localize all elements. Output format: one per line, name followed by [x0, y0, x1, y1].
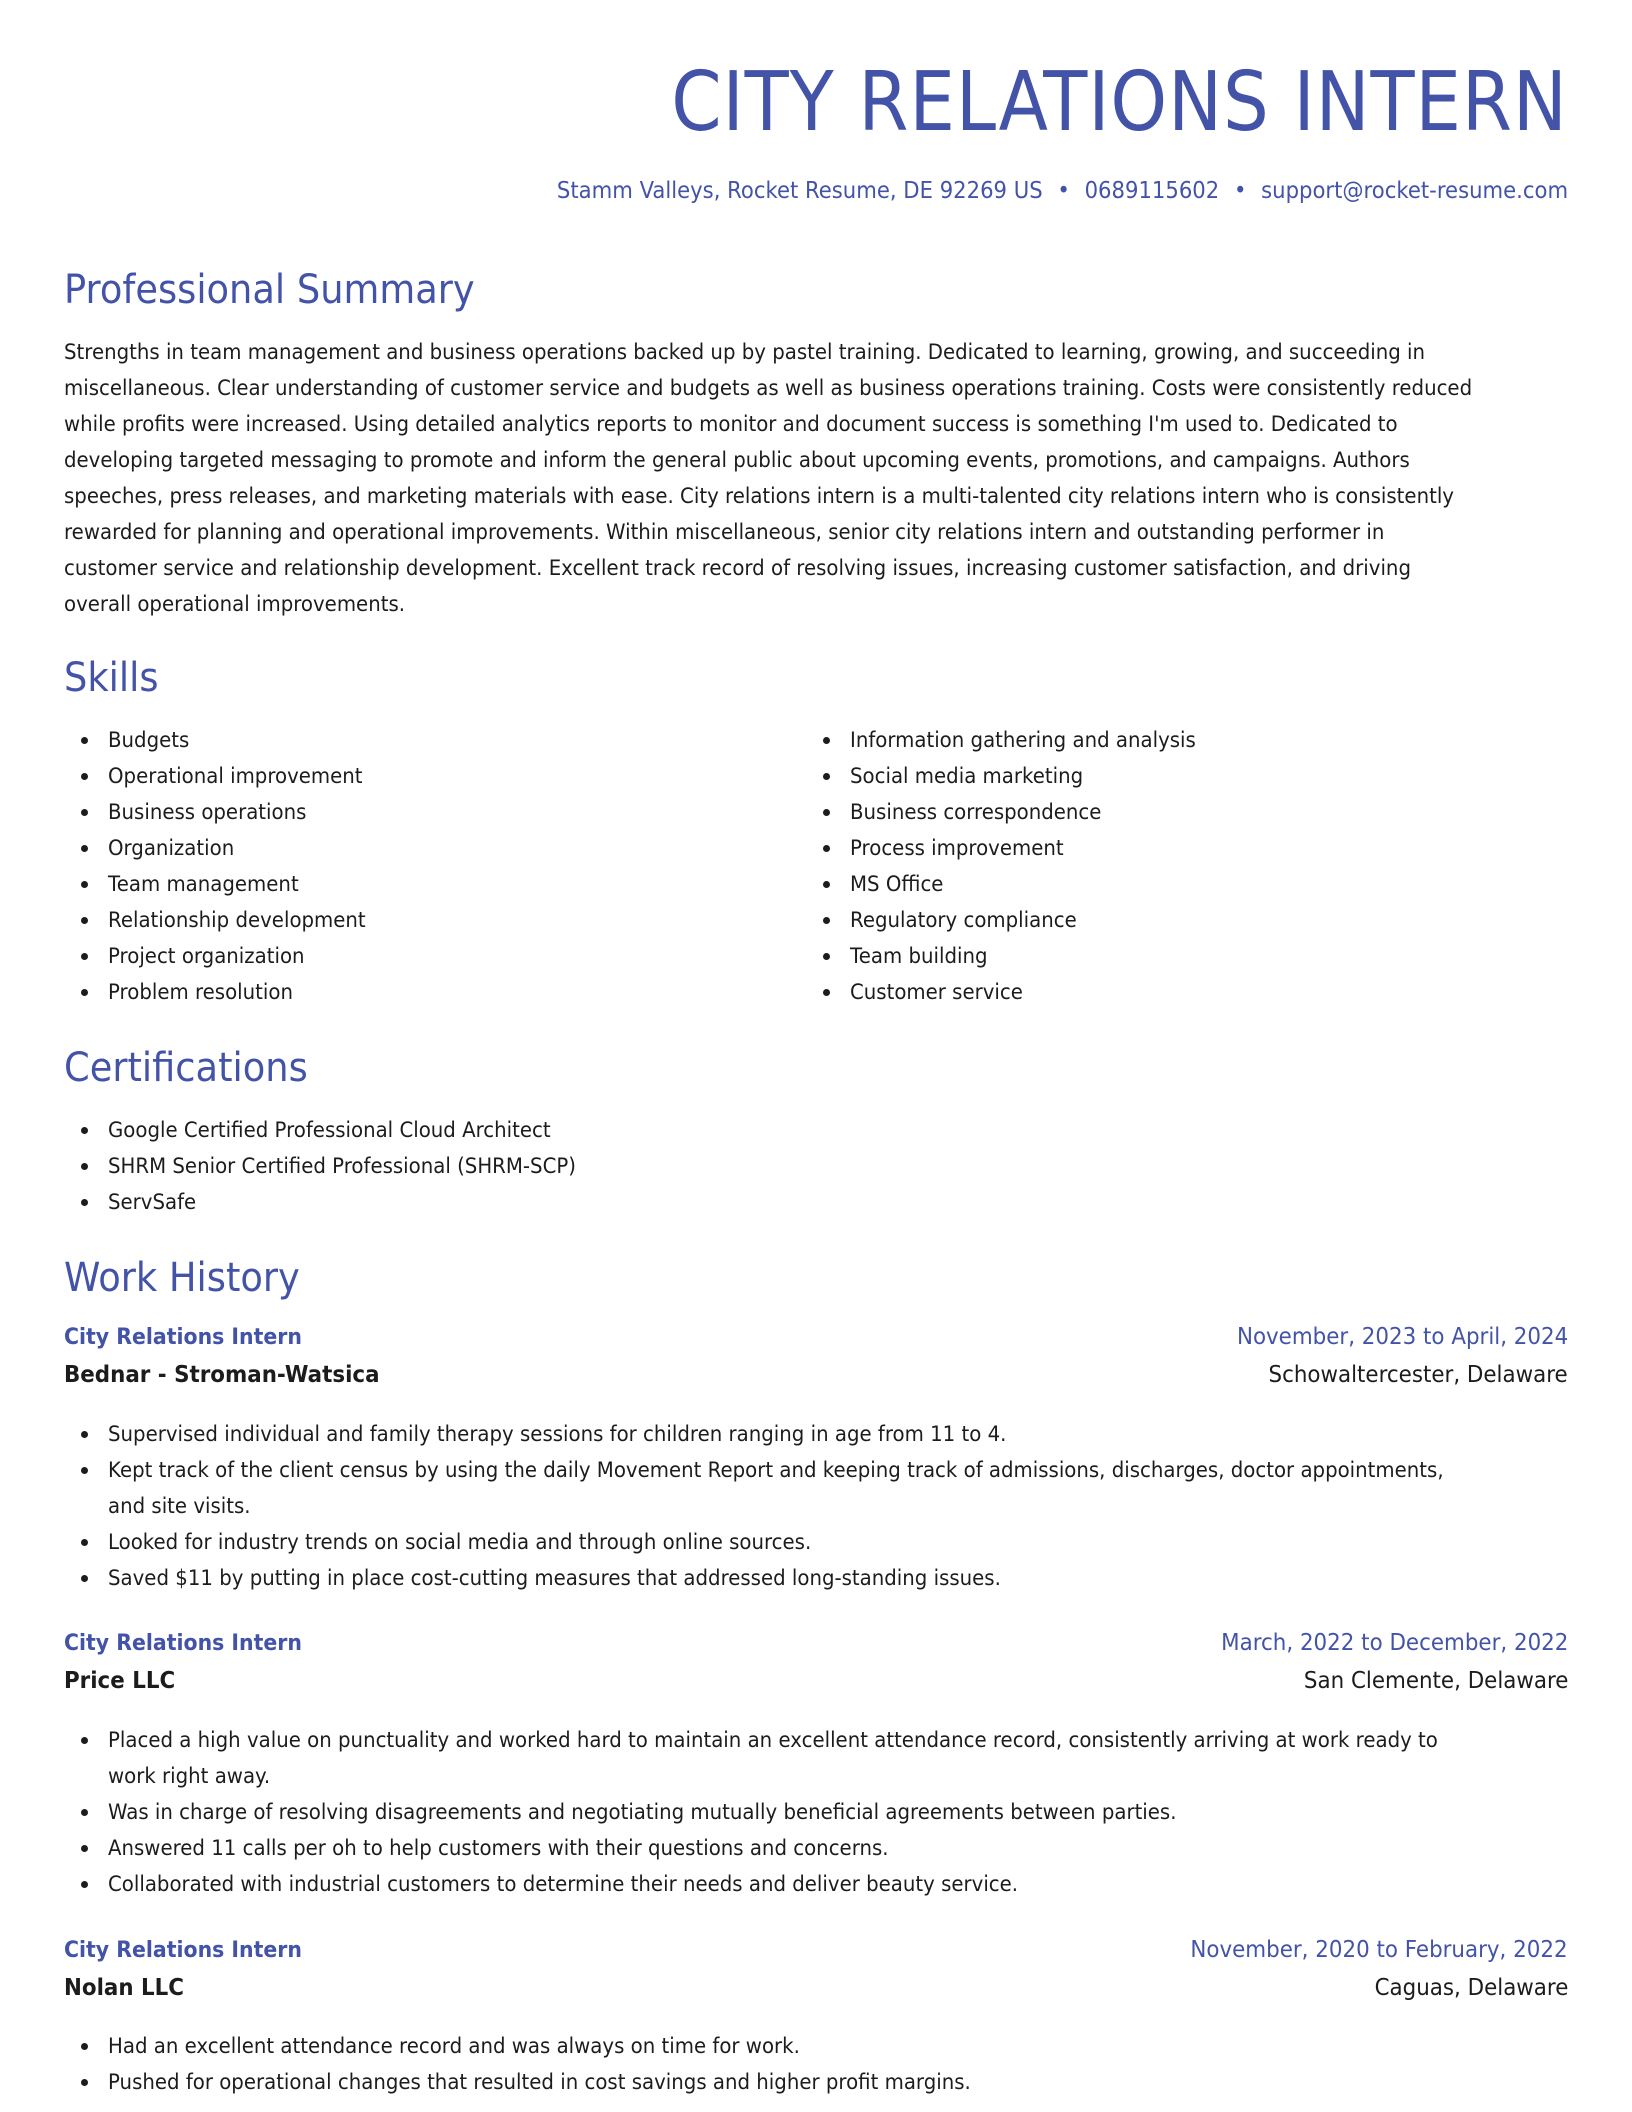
skill-item: Operational improvement: [64, 758, 382, 794]
job-bullet: Was in charge of resolving disagreements and negotiating mutually beneficial agreements between parties.: [64, 1794, 1523, 1830]
job-title: City Relations Intern: [64, 1325, 302, 1350]
job-bullet: Had an excellent attendance record and was always on time for work.: [64, 2028, 1026, 2064]
job-bullet: Placed a high value on punctuality and worked hard to maintain an excellent attendance record, consistently arriving at work ready to work right away.: [64, 1722, 1523, 1794]
job-bullet: Kept track of the client census by using the daily Movement Report and keeping track of admissions, discharges, doctor appointments, and site visits.: [64, 1452, 1529, 1524]
contact-email[interactable]: support@rocket-resume.com: [1261, 178, 1568, 204]
job-location: Caguas, Delaware: [1374, 1975, 1568, 2001]
skills-list-right: [806, 722, 1218, 1010]
certifications-heading: Certifications: [64, 1045, 308, 1091]
skill-item: Budgets: [64, 722, 382, 758]
skill-item: Relationship development: [64, 902, 382, 938]
job-subheader: [64, 1362, 1568, 1388]
skill-item: Business correspondence: [806, 794, 1218, 830]
summary-line: speeches, press releases, and marketing materials with ease. City relations intern is a multi-talented city relations intern who is consistently: [64, 484, 1454, 508]
job-bullet: Collaborated with industrial customers to determine their needs and deliver beauty service.: [64, 1866, 1523, 1902]
skill-item: Organization: [64, 830, 382, 866]
contact-address: Stamm Valleys, Rocket Resume, DE 92269 US: [556, 178, 1043, 204]
skill-item: Team building: [806, 938, 1218, 974]
skill-item: Information gathering and analysis: [806, 722, 1218, 758]
job-dates: March, 2022 to December, 2022: [1220, 1630, 1568, 1656]
summary-line: while profits were increased. Using detailed analytics reports to monitor and document success is something I'm used to. Dedicated to: [64, 412, 1398, 436]
job-bullets: [64, 2028, 1026, 2100]
skill-item: Process improvement: [806, 830, 1218, 866]
skill-item: Regulatory compliance: [806, 902, 1218, 938]
summary-line: Strengths in team management and business operations backed up by pastel training. Dedicated to learning, growing, and succeeding in: [64, 340, 1426, 364]
contact-separator: •: [1233, 178, 1247, 204]
job-subheader: [64, 1668, 1568, 1694]
job-title: City Relations Intern: [64, 1938, 302, 1963]
resume-name-heading: CITY RELATIONS INTERN: [671, 55, 1568, 150]
job-location: San Clemente, Delaware: [1303, 1668, 1568, 1694]
summary-line: overall operational improvements.: [64, 592, 406, 616]
job-company: Bednar - Stroman-Watsica: [64, 1362, 380, 1388]
skill-item: Project organization: [64, 938, 382, 974]
job-company: Price LLC: [64, 1668, 176, 1694]
summary-line: miscellaneous. Clear understanding of customer service and budgets as well as business operations training. Costs were consistently reduced: [64, 376, 1473, 400]
summary-line: developing targeted messaging to promote and inform the general public about upcoming events, promotions, and campaigns. Authors: [64, 448, 1410, 472]
certification-item: Google Certified Professional Cloud Architect: [64, 1112, 606, 1148]
job-dates: November, 2023 to April, 2024: [1236, 1324, 1568, 1350]
job-company: Nolan LLC: [64, 1975, 184, 2001]
job-bullet: Supervised individual and family therapy sessions for children ranging in age from 11 to 4.: [64, 1416, 1529, 1452]
job-subheader: [64, 1975, 1568, 2001]
certifications-list: [64, 1112, 606, 1220]
contact-phone[interactable]: 0689115602: [1084, 178, 1220, 204]
work-history-heading: Work History: [64, 1255, 300, 1301]
contact-line: [557, 178, 1568, 204]
skill-item: Customer service: [806, 974, 1218, 1010]
job-header: [64, 1630, 1568, 1656]
skills-list-left: [64, 722, 382, 1010]
job-header: [64, 1937, 1568, 1963]
certification-item: ServSafe: [64, 1184, 606, 1220]
job-dates: November, 2020 to February, 2022: [1190, 1937, 1568, 1963]
job-bullet: Looked for industry trends on social media and through online sources.: [64, 1524, 1529, 1560]
summary-heading: Professional Summary: [64, 267, 475, 313]
job-location: Schowaltercester, Delaware: [1268, 1362, 1568, 1388]
summary-line: customer service and relationship development. Excellent track record of resolving issues, increasing customer satisfaction, and driving: [64, 556, 1411, 580]
skill-item: Problem resolution: [64, 974, 382, 1010]
certification-item: SHRM Senior Certified Professional (SHRM-SCP): [64, 1148, 606, 1184]
summary-paragraph: [64, 334, 1584, 622]
summary-line: rewarded for planning and operational improvements. Within miscellaneous, senior city relations intern and outstanding performer in: [64, 520, 1385, 544]
job-bullets: [64, 1416, 1529, 1596]
skill-item: Social media marketing: [806, 758, 1218, 794]
job-bullet: Answered 11 calls per oh to help customers with their questions and concerns.: [64, 1830, 1523, 1866]
skill-item: Team management: [64, 866, 382, 902]
job-bullet: Saved $11 by putting in place cost-cutting measures that addressed long-standing issues.: [64, 1560, 1529, 1596]
job-bullets: [64, 1722, 1523, 1902]
job-title: City Relations Intern: [64, 1631, 302, 1656]
skill-item: MS Office: [806, 866, 1218, 902]
skill-item: Business operations: [64, 794, 382, 830]
job-bullet: Pushed for operational changes that resulted in cost savings and higher profit margins.: [64, 2064, 1026, 2100]
contact-separator: •: [1057, 178, 1070, 204]
job-header: [64, 1324, 1568, 1350]
skills-heading: Skills: [64, 655, 159, 701]
